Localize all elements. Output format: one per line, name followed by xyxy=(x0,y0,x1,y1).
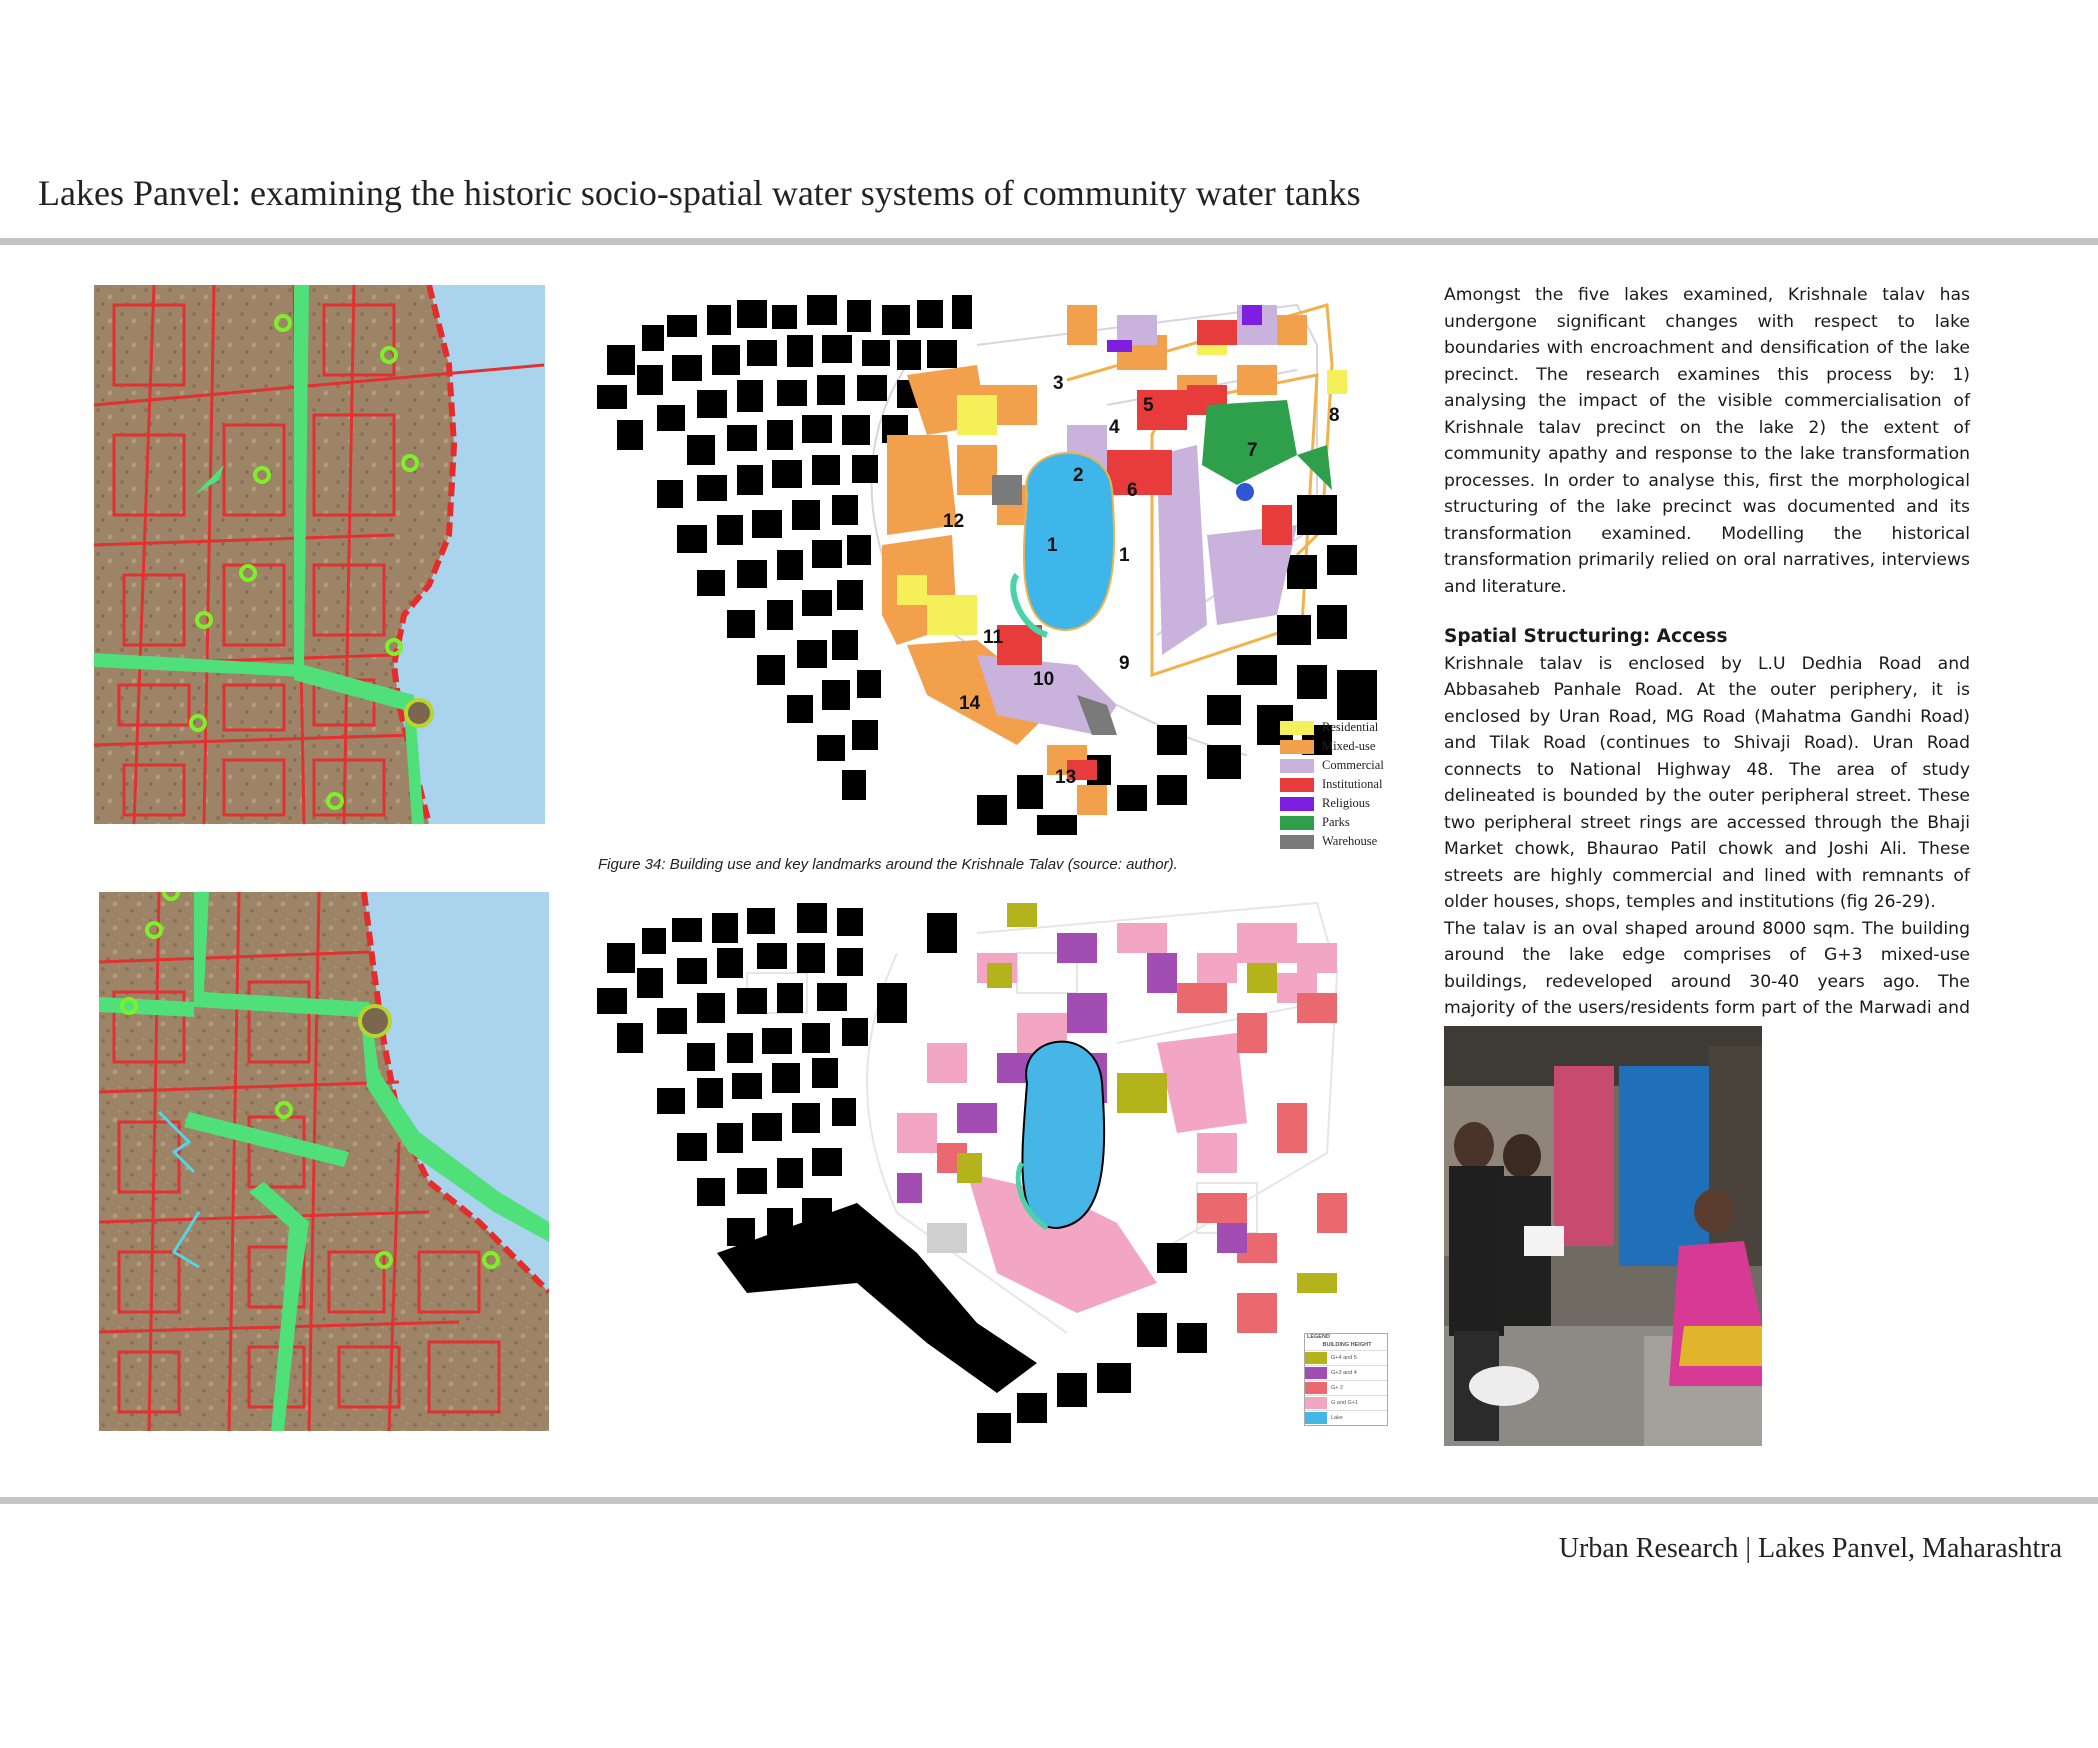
landmark-label-12: 12 xyxy=(943,511,965,532)
landmark-label-10: 10 xyxy=(1033,669,1055,690)
landmark-label-1: 1 xyxy=(1047,535,1058,556)
building-use-map xyxy=(597,285,1387,835)
page-footer: Urban Research | Lakes Panvel, Maharashtra xyxy=(1558,1533,2062,1564)
legend-item-religious: Religious xyxy=(1280,794,1384,813)
legend-item-g4-5: G+4 and 5 xyxy=(1305,1350,1387,1365)
legend-title: LEGEND xyxy=(1307,1334,1330,1340)
legend-item-institutional: Institutional xyxy=(1280,775,1384,794)
intro-paragraph: Amongst the five lakes examined, Krishnale talav has undergone significant changes with respect to lake boundaries with encroachment and densification of the lake precinct. The research examines this process by: 1) analysing the impact of the visible commercialisation of Krishnale talav precinct on the lake 2) the extent of community apathy and response to the lake transformation processes. In order to analyse this, first the morphological structuring of the lake precinct was documented and its transformation examined. Modelling the historical transformation primarily relied on oral narratives, interviews and literature. xyxy=(1444,285,1970,597)
footer-divider xyxy=(0,1497,2098,1504)
building-height-map xyxy=(597,893,1387,1448)
legend-item-warehouse: Warehouse xyxy=(1280,832,1384,851)
landmark-label-8: 8 xyxy=(1329,405,1340,426)
landmark-label-7: 7 xyxy=(1247,440,1258,461)
landmark-label-11: 11 xyxy=(983,627,1004,648)
page-title: Lakes Panvel: examining the historic socio-spatial water systems of community water tanks xyxy=(38,173,1361,213)
field-interview-photo xyxy=(1444,1026,1762,1446)
landmark-label-13: 13 xyxy=(1055,767,1077,788)
legend-item-mixed-use: Mixed-use xyxy=(1280,737,1384,756)
figure-caption: Figure 34: Building use and key landmarks around the Krishnale Talav (source: author). xyxy=(598,856,1178,873)
historic-satellite-map-bottom xyxy=(99,892,549,1431)
section-heading: Spatial Structuring: Access xyxy=(1444,626,1728,647)
legend-item-lake: Lake xyxy=(1305,1410,1387,1425)
historic-satellite-map-top xyxy=(94,285,545,824)
landmark-label-3: 3 xyxy=(1053,373,1064,394)
talav-paragraph: The talav is an oval shaped around 8000 sqm. The building around the lake edge comprises of G+3 mixed-use buildings, redeveloped around 30-40 years ago. The majority of the users/residents form part of the Marwadi and xyxy=(1444,918,1970,1018)
legend-item-g3-4: G+3 and 4 xyxy=(1305,1365,1387,1380)
legend-item-g2: G+ 2 xyxy=(1305,1380,1387,1395)
landmark-label-2: 2 xyxy=(1073,465,1084,486)
legend-item-parks: Parks xyxy=(1280,813,1384,832)
legend-heading: BUILDING HEIGHT xyxy=(1322,1342,1372,1348)
legend-item-g-g1: G and G+1 xyxy=(1305,1395,1387,1410)
landmark-label-6: 6 xyxy=(1127,480,1138,501)
landmark-label-9: 9 xyxy=(1119,653,1130,674)
landmark-label-1b: 1 xyxy=(1119,545,1130,566)
building-height-legend xyxy=(1304,1333,1388,1426)
landmark-label-5: 5 xyxy=(1143,395,1154,416)
body-text-column xyxy=(1444,282,1970,1048)
legend-item-residential: Residential xyxy=(1280,718,1384,737)
building-use-legend xyxy=(1280,718,1384,851)
landmark-label-14: 14 xyxy=(959,693,981,714)
header-divider xyxy=(0,238,2098,245)
access-paragraph: Krishnale talav is enclosed by L.U Dedhia Road and Abbasaheb Panhale Road. At the outer periphery, it is enclosed by Uran Road, MG Road (Mahatma Gandhi Road) and Tilak Road (continues to Shivaji Road). Uran Road connects to National Highway 48. The area of study delineated is bounded by the outer peripheral street. These two peripheral street rings are accessed through the Bhaji Market chowk, Bhaurao Patil chowk and Joshi Ali. These streets are highly commercial and lined with remnants of older houses, shops, temples and institutions (fig 26-29). xyxy=(1444,653,1970,912)
legend-item-commercial: Commercial xyxy=(1280,756,1384,775)
landmark-label-4: 4 xyxy=(1109,417,1120,438)
